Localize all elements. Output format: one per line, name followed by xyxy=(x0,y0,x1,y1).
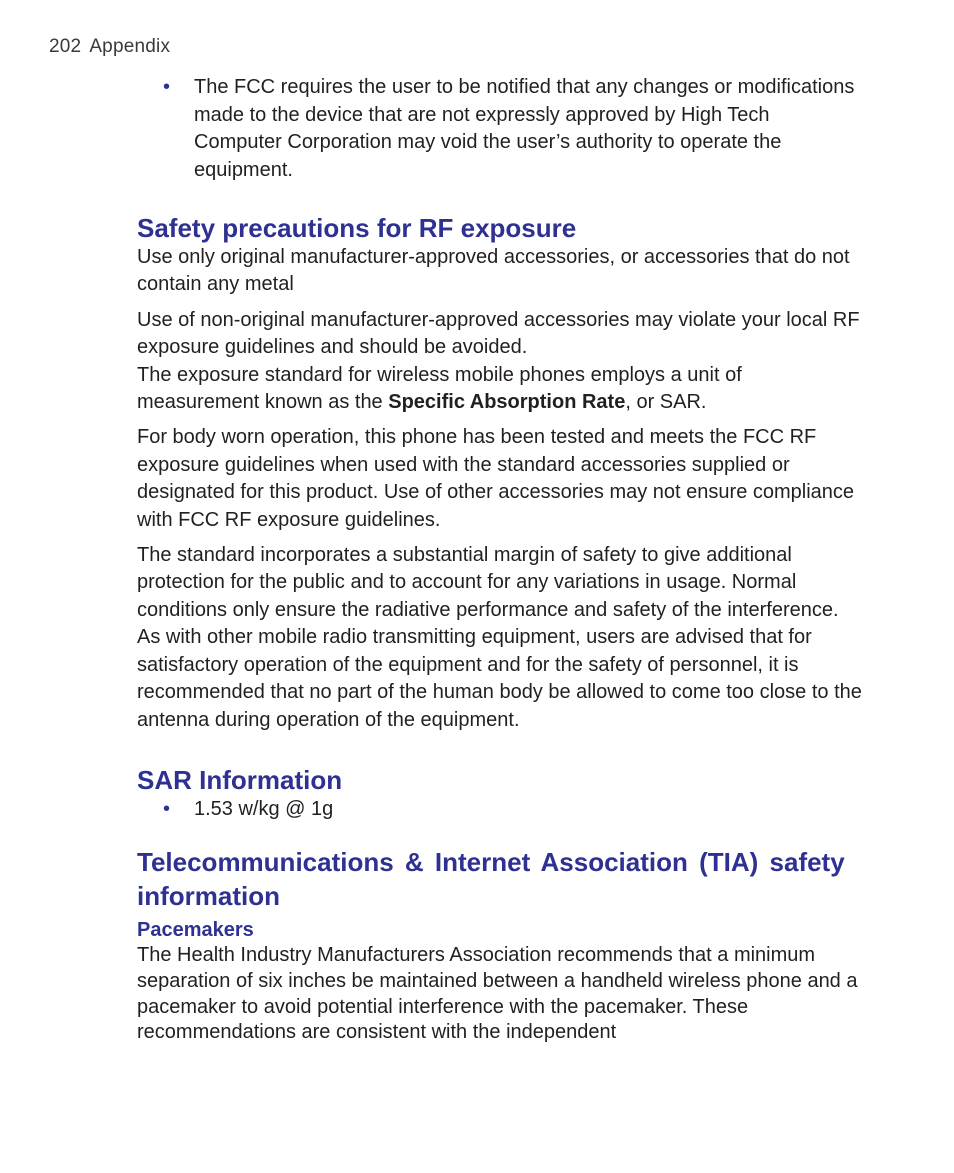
rf-exposure-heading: Safety precautions for RF exposure xyxy=(137,213,577,243)
list-item xyxy=(137,74,862,184)
page-content xyxy=(137,74,862,1046)
rf-paragraph-4: The standard incorporates a substantial margin of safety to give additional protection for the public and to account for any variations in usage. Normal conditions only ensure the radiative performance and safety of the interference. As with other mobile radio transmitting equipment, users are advised that for satisfactory operation of the equipment and for the safety of personnel, it is recommended that no part of the human body be allowed to come too close to the antenna during operation of the equipment. xyxy=(137,544,862,731)
rf-paragraph-3: For body worn operation, this phone has been tested and meets the FCC RF exposure guidelines when used with the standard accessories supplied or designated for this product. Use of other accessories may not ensure compliance with FCC RF exposure guidelines. xyxy=(137,426,855,531)
rf-paragraph-2-line-1: Use of non-original manufacturer-approved accessories may violate your local RF exposure guidelines and should be avoided. xyxy=(137,308,860,359)
page-number: 202 xyxy=(49,36,82,57)
sar-bullet-list xyxy=(137,796,862,824)
pacemakers-body xyxy=(137,943,862,1045)
rf-paragraph-1: Use only original manufacturer-approved accessories, or accessories that do not contain any metal xyxy=(137,246,850,296)
pacemakers-paragraph: The Health Industry Manufacturers Association recommends that a minimum separation of six inches be maintained between a handheld wireless phone and a pacemaker to avoid potential interference with the pacemaker. These recommendations are consistent with the independent xyxy=(137,944,858,1044)
rf-paragraph-2-line-2-suffix: , or SAR. xyxy=(625,391,707,414)
sar-heading: SAR Information xyxy=(137,764,343,795)
fcc-bullet-list xyxy=(137,74,862,184)
sar-term: Specific Absorption Rate xyxy=(388,391,626,414)
sar-value: 1.53 w/kg @ 1g xyxy=(194,797,334,820)
list-item xyxy=(137,796,862,824)
tia-heading: Telecommunications & Internet Association (TIA) safety information xyxy=(137,847,845,912)
bullet-icon: • xyxy=(163,797,171,820)
bullet-icon: • xyxy=(163,76,171,98)
page-header xyxy=(49,36,170,58)
rf-paragraph-2 xyxy=(137,307,862,417)
pacemakers-subheading: Pacemakers xyxy=(137,919,254,942)
fcc-notice-text: The FCC requires the user to be notified that any changes or modifications made to the device that are not expressly approved by High Tech Computer Corporation may void the user’s authority to operate the equipment. xyxy=(194,76,855,181)
rf-paragraph-2-line-2-prefix: The exposure standard for wireless mobile phones employs a unit of measurement known as the xyxy=(137,363,742,414)
section-name: Appendix xyxy=(89,36,171,57)
